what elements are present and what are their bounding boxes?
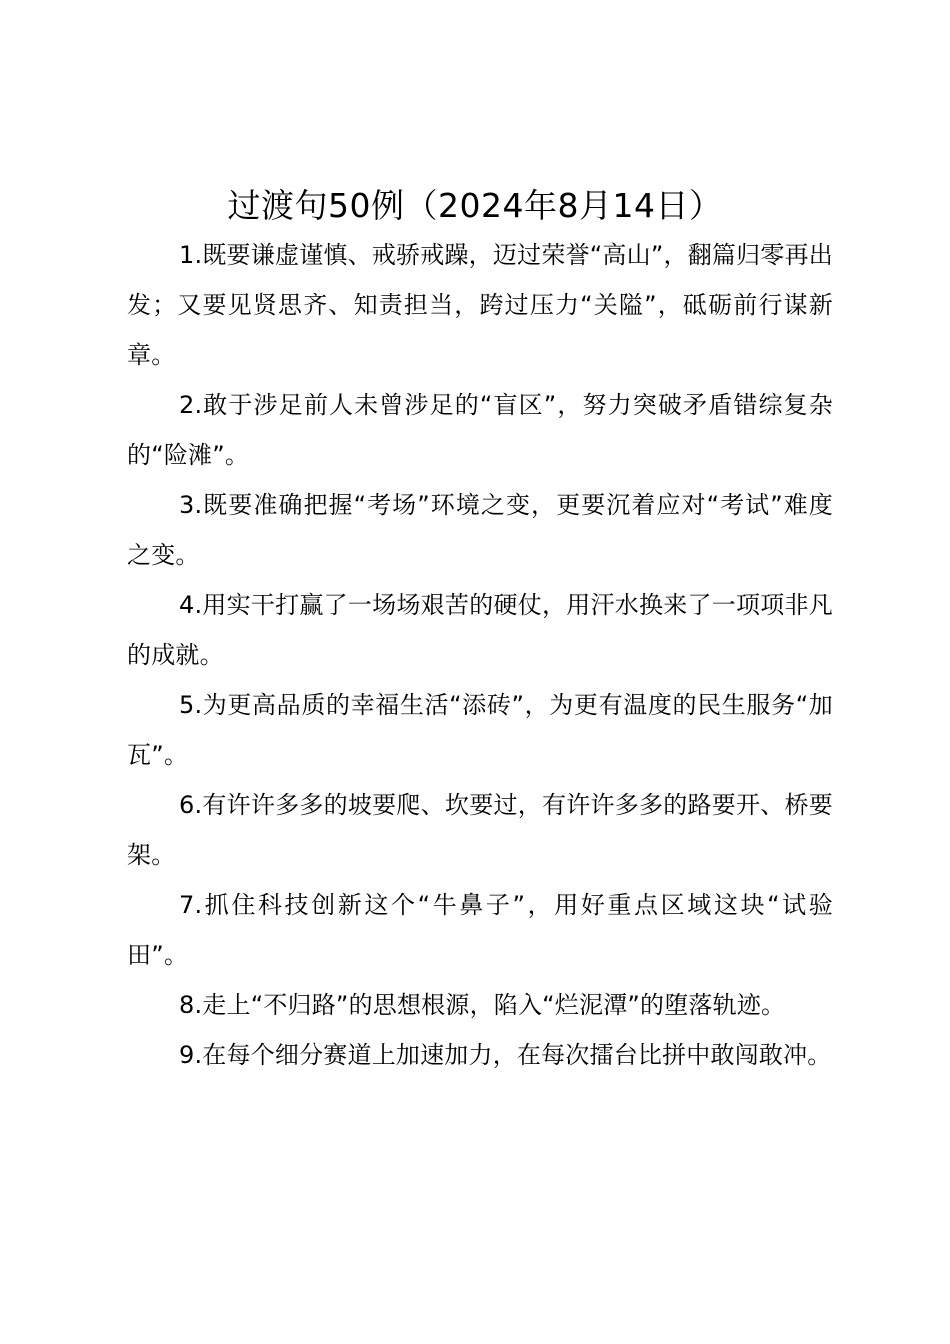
paragraph-1: 1.既要谦虚谨慎、戒骄戒躁，迈过荣誉“高山”，翻篇归零再出发；又要见贤思齐、知责担当，跨过压力“关隘”，砥砺前行谋新章。 [127,241,833,369]
paragraph-5: 5.为更高品质的幸福生活“添砖”，为更有温度的民生服务“加瓦”。 [127,691,833,769]
document-title: 过渡句50例（2024年8月14日） [227,186,723,225]
paragraph-3: 3.既要准确把握“考场”环境之变，更要沉着应对“考试”难度之变。 [127,491,833,569]
paragraph-2: 2.敢于涉足前人未曾涉足的“盲区”，努力突破矛盾错综复杂的“险滩”。 [127,391,833,469]
paragraph-6: 6.有许许多多的坡要爬、坎要过，有许许多多的路要开、桥要架。 [127,791,833,869]
document-body [127,230,833,1080]
paragraph-9: 9.在每个细分赛道上加速加力，在每次擂台比拼中敢闯敢冲。 [179,1041,832,1069]
paragraph-7: 7.抓住科技创新这个“牛鼻子”，用好重点区域这块“试验田”。 [127,891,833,969]
paragraph-4: 4.用实干打赢了一场场艰苦的硬仗，用汗水换来了一项项非凡的成就。 [127,591,833,669]
paragraph-8: 8.走上“不归路”的思想根源，陷入“烂泥潭”的堕落轨迹。 [179,991,786,1019]
